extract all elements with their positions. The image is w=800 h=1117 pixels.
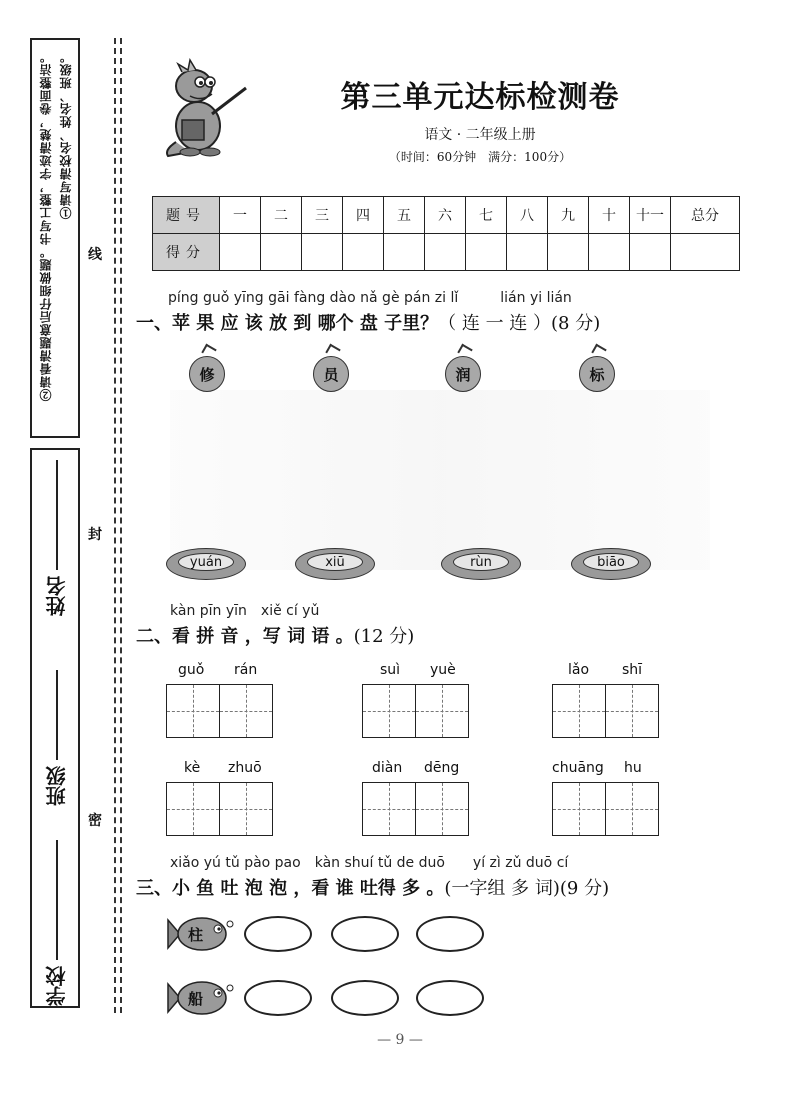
column-header: 五 bbox=[384, 197, 425, 234]
answer-bubble[interactable] bbox=[416, 916, 484, 952]
class-field bbox=[42, 670, 71, 806]
page-title: 第三单元达标检测卷 bbox=[340, 80, 620, 115]
apple-icon: 员 bbox=[313, 356, 349, 392]
answer-bubble[interactable] bbox=[331, 980, 399, 1016]
row-label: 题号 bbox=[153, 197, 220, 234]
word-grid bbox=[362, 760, 470, 840]
word-grid bbox=[362, 662, 470, 742]
apple-item[interactable] bbox=[313, 346, 349, 392]
plate-item[interactable] bbox=[571, 548, 651, 580]
section1-pinyin: píng guǒ yīng gāi fàng dào nǎ gè pán zi lǐ lián yi lián bbox=[168, 290, 572, 306]
section1-extra: （ 连 一 连 ）(8 分) bbox=[438, 313, 601, 334]
plate-item[interactable] bbox=[166, 548, 246, 580]
pinyin-syllable: hu bbox=[624, 760, 642, 776]
column-header: 三 bbox=[302, 197, 343, 234]
section2-pinyin: kàn pīn yīn xiě cí yǔ bbox=[170, 603, 320, 619]
column-header: 十一 bbox=[630, 197, 671, 234]
student-info-box bbox=[30, 448, 80, 1008]
subtitle: 语文 · 二年级上册 bbox=[424, 127, 536, 143]
seal-mi-mark: 密 bbox=[88, 813, 102, 829]
column-header: 二 bbox=[261, 197, 302, 234]
answer-bubble[interactable] bbox=[244, 916, 312, 952]
fish-item bbox=[164, 912, 234, 960]
row-label: 得分 bbox=[153, 234, 220, 271]
apple-item[interactable] bbox=[579, 346, 615, 392]
plate-item[interactable] bbox=[295, 548, 375, 580]
section2-title bbox=[136, 622, 414, 648]
name-field bbox=[42, 460, 71, 616]
column-header: 八 bbox=[507, 197, 548, 234]
exam-meta: （时间：60分钟 满分：100分） bbox=[388, 150, 572, 164]
column-header: 六 bbox=[425, 197, 466, 234]
score-table bbox=[152, 196, 740, 271]
section3-title bbox=[136, 874, 609, 900]
seal-feng-mark: 封 bbox=[88, 527, 102, 543]
pinyin-syllable: yuè bbox=[430, 662, 456, 678]
question-number-row bbox=[153, 197, 740, 234]
section3-pinyin: xiǎo yú tǔ pào pao kàn shuí tǔ de duō yí zì zǔ duō cí bbox=[170, 855, 569, 871]
word-grid bbox=[166, 662, 274, 742]
column-header: 四 bbox=[343, 197, 384, 234]
notice-box bbox=[30, 38, 80, 438]
seal-line-mark: 线 bbox=[88, 247, 102, 263]
tianzige-grid[interactable] bbox=[166, 684, 273, 738]
apple-icon: 润 bbox=[445, 356, 481, 392]
section2-extra: (12 分) bbox=[353, 626, 415, 647]
school-label: 学校 bbox=[45, 966, 69, 1006]
word-grid bbox=[552, 662, 660, 742]
section2-title-text: 二、看 拼 音 ，写 词 语 。 bbox=[136, 626, 354, 647]
section3-title-text: 三、小 鱼 吐 泡 泡 ，看 谁 吐得 多 。 bbox=[136, 878, 445, 899]
fish-character: 柱 bbox=[188, 926, 204, 944]
apple-icon: 标 bbox=[579, 356, 615, 392]
column-header: 总分 bbox=[671, 197, 740, 234]
apple-item[interactable] bbox=[445, 346, 481, 392]
section1-title-text: 一、苹 果 应 该 放 到 哪个 盘 子里？ bbox=[136, 313, 439, 334]
tianzige-grid[interactable] bbox=[166, 782, 273, 836]
pinyin-syllable: guǒ bbox=[178, 662, 205, 678]
word-grid bbox=[166, 760, 274, 840]
tianzige-grid[interactable] bbox=[552, 782, 659, 836]
pinyin-syllable: suì bbox=[380, 662, 401, 678]
cut-line bbox=[120, 38, 122, 1013]
score-cell[interactable] bbox=[630, 234, 671, 271]
section1-title bbox=[136, 309, 600, 335]
fish-character: 船 bbox=[188, 990, 204, 1008]
score-cell[interactable] bbox=[589, 234, 630, 271]
column-header: 七 bbox=[466, 197, 507, 234]
answer-bubble[interactable] bbox=[331, 916, 399, 952]
pinyin-syllable: lǎo bbox=[568, 662, 590, 678]
page-number: — 9 — bbox=[377, 1032, 423, 1048]
column-header: 一 bbox=[220, 197, 261, 234]
pinyin-syllable: kè bbox=[184, 760, 201, 776]
pinyin-syllable: zhuō bbox=[228, 760, 262, 776]
score-cell[interactable] bbox=[507, 234, 548, 271]
tianzige-grid[interactable] bbox=[362, 782, 469, 836]
tianzige-grid[interactable] bbox=[362, 684, 469, 738]
score-cell[interactable] bbox=[548, 234, 589, 271]
plate-pinyin: biāo bbox=[583, 553, 639, 571]
pinyin-syllable: rán bbox=[234, 662, 258, 678]
notice-line-1: ①请写清校名、姓名、班级。 bbox=[59, 50, 73, 219]
score-cell[interactable] bbox=[466, 234, 507, 271]
score-row bbox=[153, 234, 740, 271]
plate-pinyin: xiū bbox=[307, 553, 363, 571]
tianzige-grid[interactable] bbox=[552, 684, 659, 738]
school-field bbox=[42, 840, 71, 1006]
notice-line-2: ②请看清题意后仔细做题。书写工整，字迹清楚，卷面整洁。 bbox=[39, 50, 53, 401]
score-cell[interactable] bbox=[302, 234, 343, 271]
pinyin-syllable: shī bbox=[622, 662, 643, 678]
score-cell[interactable] bbox=[220, 234, 261, 271]
section3-extra: (一字组 多 词)(9 分) bbox=[444, 878, 610, 899]
name-label: 姓名 bbox=[45, 576, 69, 616]
cut-line bbox=[114, 38, 116, 1013]
word-grid bbox=[552, 760, 660, 840]
score-cell[interactable] bbox=[425, 234, 466, 271]
apple-item[interactable] bbox=[189, 346, 225, 392]
answer-bubble[interactable] bbox=[244, 980, 312, 1016]
pinyin-syllable: diàn bbox=[372, 760, 403, 776]
dinosaur-teacher-icon bbox=[160, 58, 250, 162]
fish-item bbox=[164, 976, 234, 1024]
score-cell[interactable] bbox=[384, 234, 425, 271]
score-cell[interactable] bbox=[343, 234, 384, 271]
pinyin-syllable: chuāng bbox=[552, 760, 604, 776]
score-cell[interactable] bbox=[261, 234, 302, 271]
score-cell[interactable] bbox=[671, 234, 740, 271]
plate-pinyin: yuán bbox=[178, 553, 234, 571]
class-label: 班级 bbox=[45, 766, 69, 806]
column-header: 九 bbox=[548, 197, 589, 234]
plate-pinyin: rùn bbox=[453, 553, 509, 571]
plate-item[interactable] bbox=[441, 548, 521, 580]
apple-icon: 修 bbox=[189, 356, 225, 392]
matching-area bbox=[170, 390, 710, 570]
column-header: 十 bbox=[589, 197, 630, 234]
answer-bubble[interactable] bbox=[416, 980, 484, 1016]
pinyin-syllable: dēng bbox=[424, 760, 460, 776]
